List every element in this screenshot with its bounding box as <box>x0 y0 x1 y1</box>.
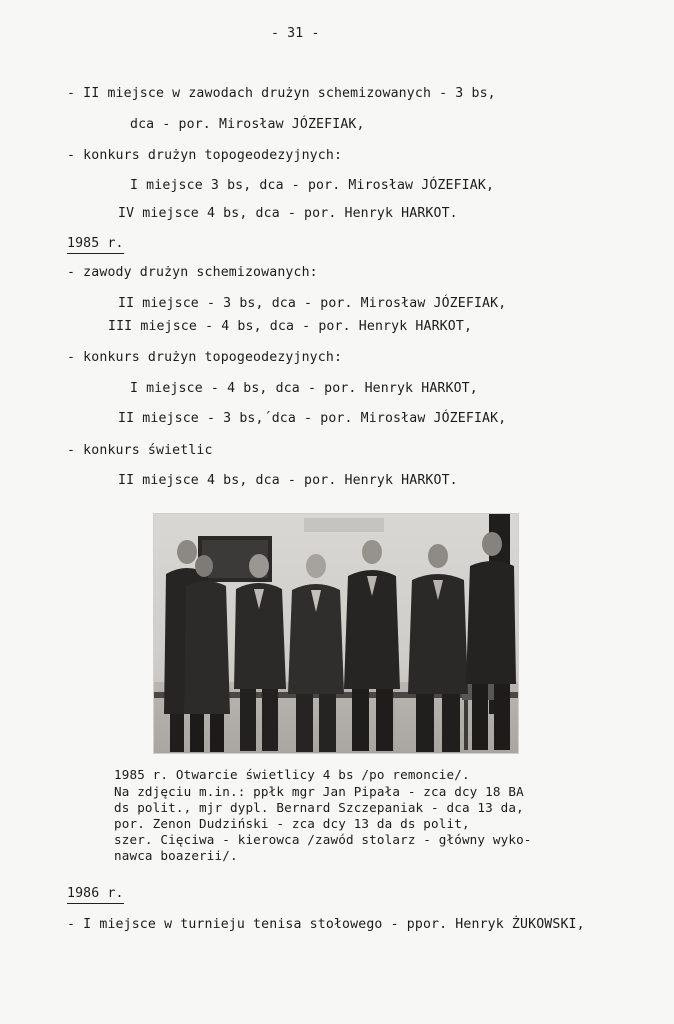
text-line: II miejsce - 3 bs,´dca - por. Mirosław JÓZEFIAK, <box>118 411 507 426</box>
photo-caption-line: por. Zenon Dudziński - zca dcy 13 da ds polit, <box>114 816 470 831</box>
text-line: I miejsce 3 bs, dca - por. Mirosław JÓZEFIAK, <box>130 178 495 193</box>
group-photograph <box>153 513 519 754</box>
photo-caption-line: ds polit., mjr dypl. Bernard Szczepaniak - dca 13 da, <box>114 800 524 815</box>
page-number: - 31 - <box>271 26 320 41</box>
photo-caption-line: 1985 r. Otwarcie świetlicy 4 bs /po remoncie/. <box>114 767 470 782</box>
text-line: dca - por. Mirosław JÓZEFIAK, <box>130 117 365 132</box>
text-line: - zawody drużyn schemizowanych: <box>67 265 318 280</box>
photo-caption-line: nawca boazerii/. <box>114 848 238 863</box>
text-line: - konkurs drużyn topogeodezyjnych: <box>67 148 343 163</box>
section-heading-1986: 1986 r. <box>67 886 124 904</box>
text-line: I miejsce - 4 bs, dca - por. Henryk HARKOT, <box>130 381 478 396</box>
section-heading-1985: 1985 r. <box>67 236 124 254</box>
text-line: - konkurs drużyn topogeodezyjnych: <box>67 350 343 365</box>
text-line: - I miejsce w turnieju tenisa stołowego - ppor. Henryk ŻUKOWSKI, <box>67 917 585 932</box>
photo-caption-line: szer. Cięciwa - kierowca /zawód stolarz - główny wyko- <box>114 832 532 847</box>
text-line: IV miejsce 4 bs, dca - por. Henryk HARKOT. <box>118 206 458 221</box>
photo-caption-line: Na zdjęciu m.in.: ppłk mgr Jan Pipała - zca dcy 18 BA <box>114 784 524 799</box>
text-line: II miejsce 4 bs, dca - por. Henryk HARKOT. <box>118 473 458 488</box>
text-line: - konkurs świetlic <box>67 443 213 458</box>
text-line: - II miejsce w zawodach drużyn schemizowanych - 3 bs, <box>67 86 496 101</box>
text-line: II miejsce - 3 bs, dca - por. Mirosław JÓZEFIAK, <box>118 296 507 311</box>
text-line: III miejsce - 4 bs, dca - por. Henryk HARKOT, <box>108 319 473 334</box>
